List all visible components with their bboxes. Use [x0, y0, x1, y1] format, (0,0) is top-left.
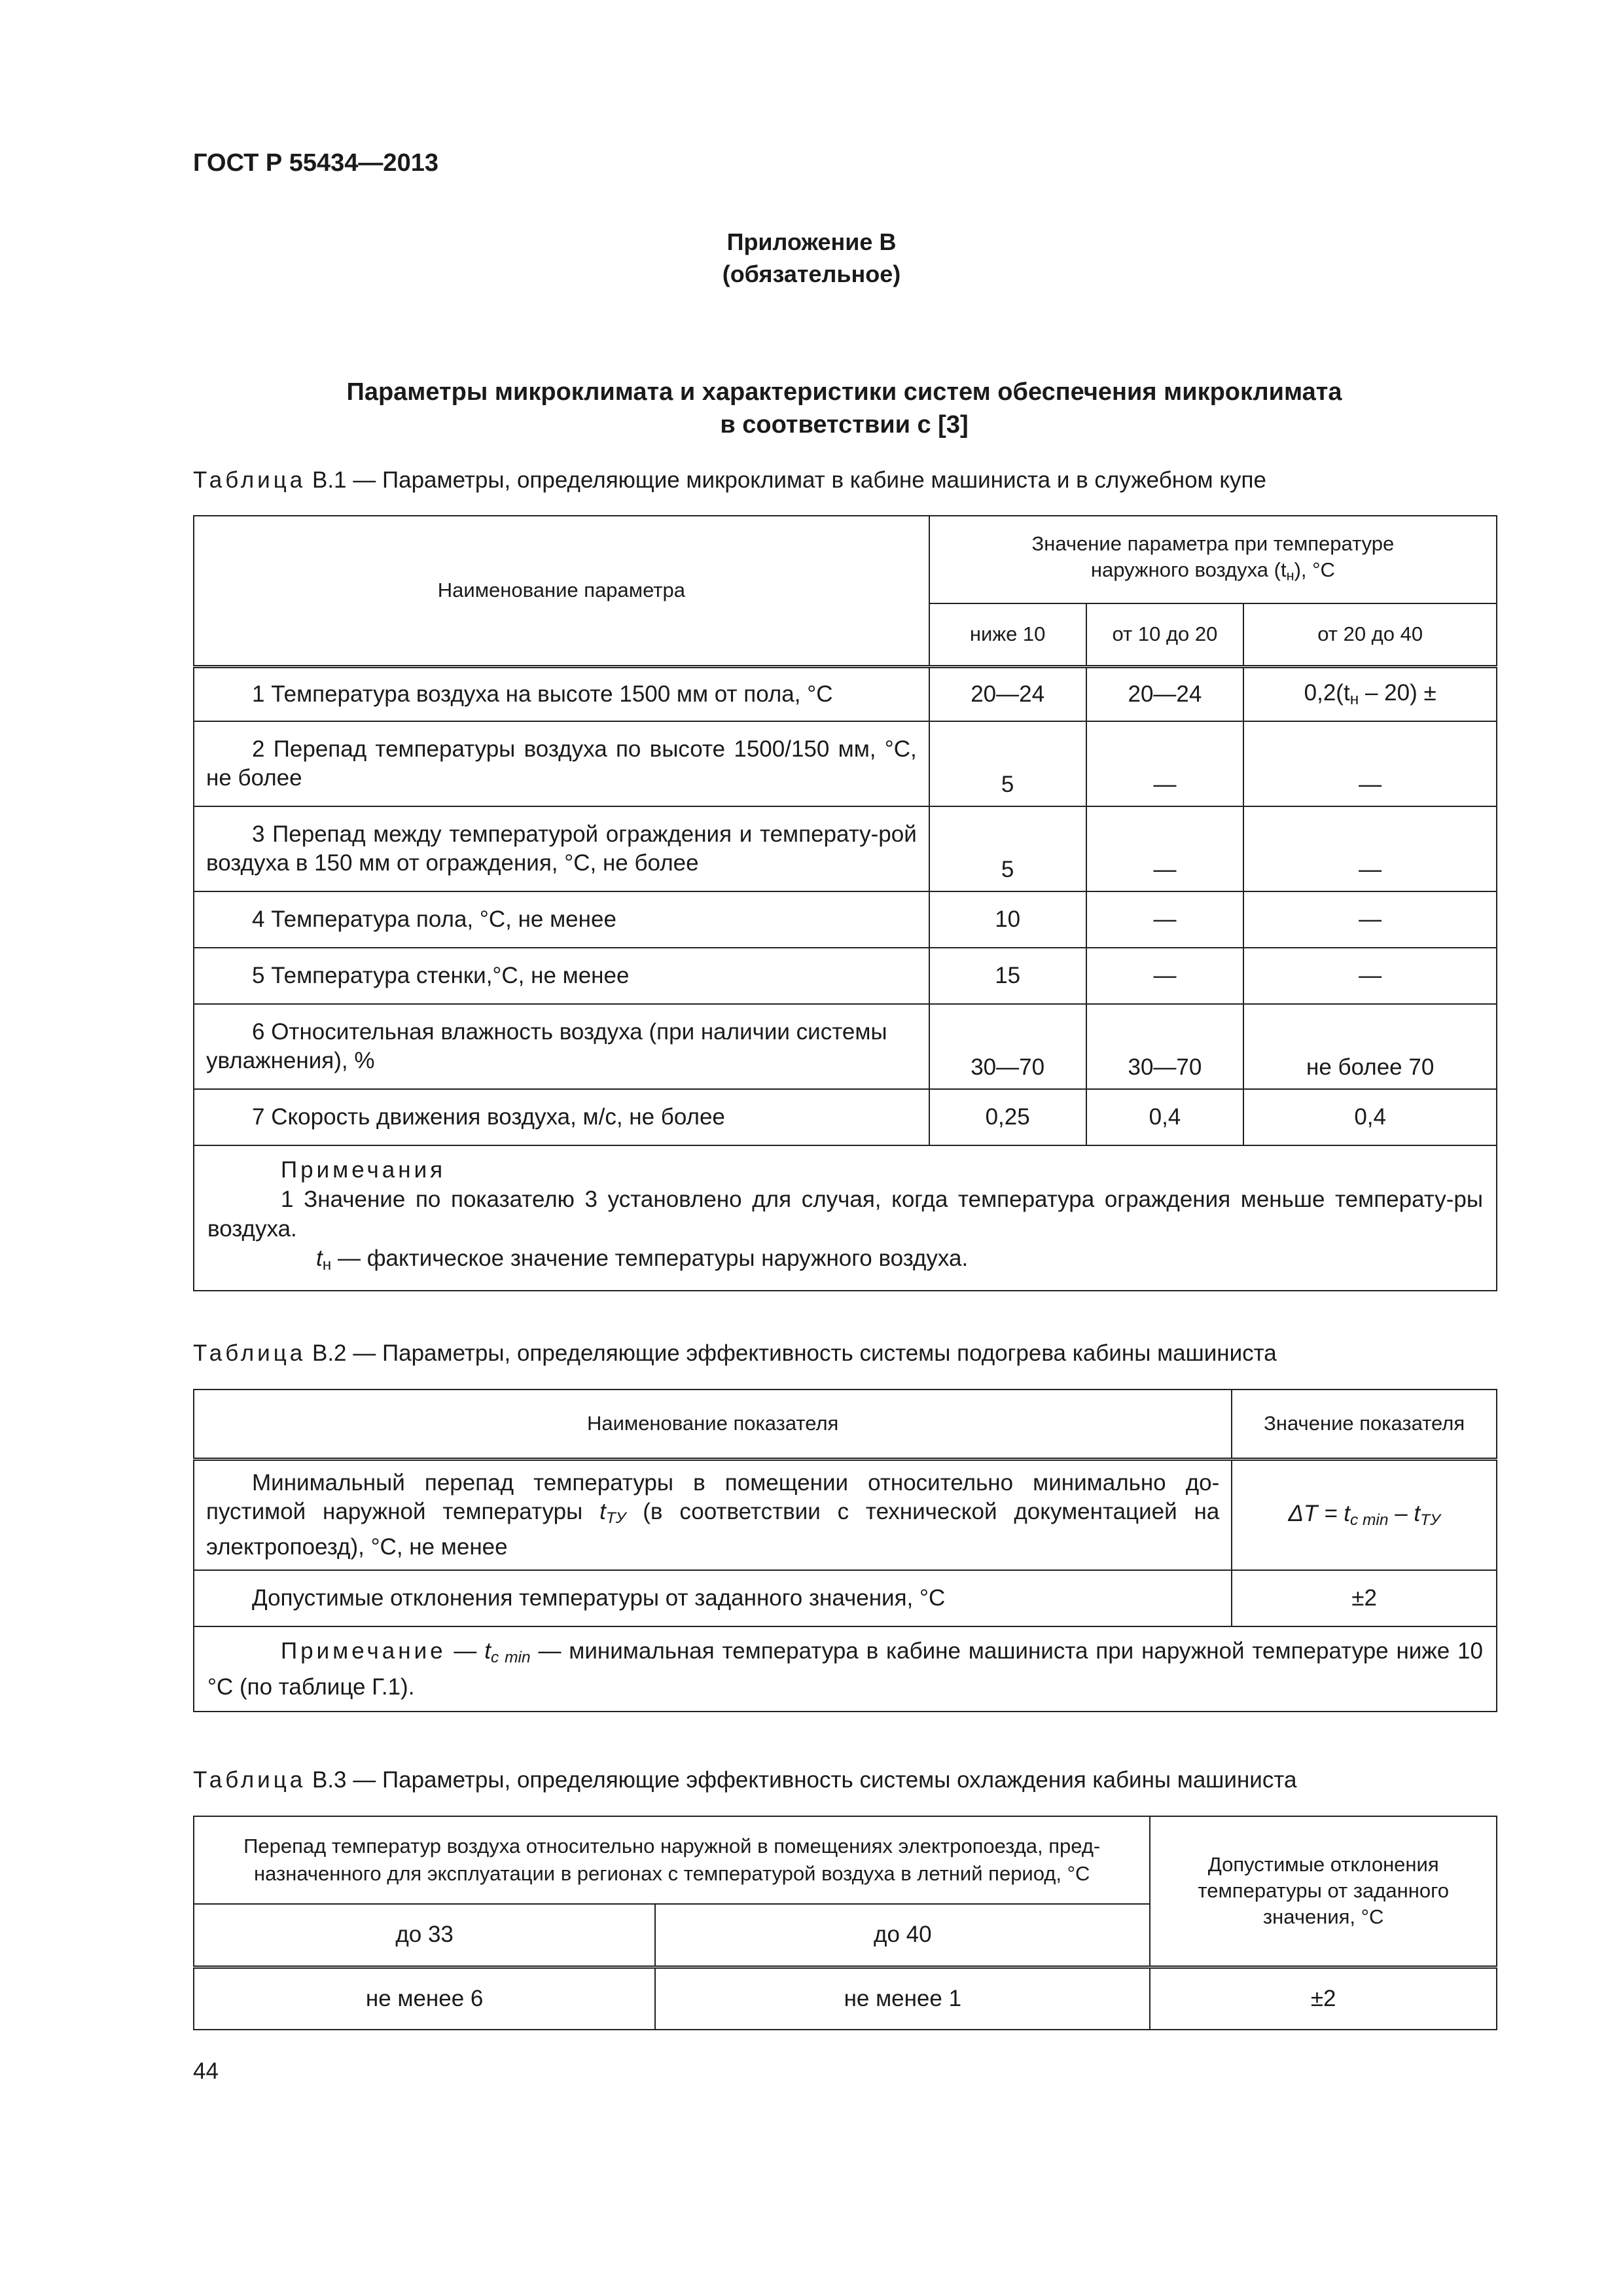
- table1-head-value-line1: Значение параметра при температуре: [1031, 531, 1395, 555]
- table2-caption-text: В.2 — Параметры, определяющие эффективность системы подогрева кабины машиниста: [312, 1340, 1277, 1366]
- table1-row2-v3: —: [1243, 721, 1497, 806]
- table-row: [194, 891, 1497, 948]
- table2-caption-label: Таблица: [193, 1340, 306, 1366]
- table1-row1-v2: 20—24: [1086, 666, 1244, 721]
- table3-row-v3: ±2: [1150, 1967, 1497, 2030]
- table-row: [194, 1570, 1497, 1626]
- table2-caption: [193, 1340, 1277, 1367]
- table1-row7-v2: 0,4: [1086, 1089, 1244, 1145]
- table3-head-right: Допустимые отклонения температуры от заданного значения, °С: [1150, 1816, 1497, 1967]
- table2-row1-value: $\Delta T = t_{c min} - t_{ТУ}$: [1232, 1459, 1497, 1570]
- appendix-status: (обязательное): [722, 260, 901, 287]
- table1-row5-v2: —: [1086, 948, 1244, 1004]
- table-row: [194, 948, 1497, 1004]
- table2-row2-name: Допустимые отклонения температуры от заданного значения, °С: [194, 1570, 1232, 1626]
- table3-caption: [193, 1767, 1296, 1793]
- table-row: [194, 806, 1497, 891]
- table1-row3-v3: —: [1243, 806, 1497, 891]
- table2-row1-name: Минимальный перепад температуры в помещении относительно минимально до-пустимой наружной температуры $t_{ТУ}$ (в соответствии с технической документацией на электропоезд), °С, не менее: [194, 1459, 1232, 1570]
- table1-col-20to40: от 20 до 40: [1243, 603, 1497, 666]
- table1-note2: $t_н$ — фактическое значение температуры наружного воздуха.: [316, 1246, 969, 1274]
- table1-head-value: [929, 516, 1497, 603]
- table1-row4-name: 4 Температура пола, °С, не менее: [194, 891, 929, 948]
- table3: [193, 1816, 1497, 2030]
- table1-row6-name: 6 Относительная влажность воздуха (при наличии системы увлажнения), %: [194, 1004, 929, 1089]
- table1-row1-name: 1 Температура воздуха на высоте 1500 мм от пола, °С: [194, 666, 929, 721]
- table1-row6-v1: 30—70: [929, 1004, 1086, 1089]
- table-row: [194, 721, 1497, 806]
- table1-caption: [193, 467, 1266, 493]
- table1-row3-v1: 5: [929, 806, 1086, 891]
- section-title-line1: Параметры микроклимата и характеристики систем обеспечения микроклимата: [346, 378, 1342, 406]
- table1-caption-text: В.1 — Параметры, определяющие микроклимат в кабине машиниста и в служебном купе: [312, 467, 1266, 493]
- table1-row1-v3: $0,2(t_н - 20)$ ±: [1243, 666, 1497, 721]
- table1-col-below10: ниже 10: [929, 603, 1086, 666]
- table1-row4-v3: —: [1243, 891, 1497, 948]
- appendix-heading: [0, 226, 1623, 290]
- table1-row3-v2: —: [1086, 806, 1244, 891]
- table1-row4-v1: 10: [929, 891, 1086, 948]
- table1-note1: 1 Значение по показателю 3 установлено для случая, когда температура ограждения меньше температу-ры воздуха.: [207, 1187, 1483, 1242]
- table1-row4-v2: —: [1086, 891, 1244, 948]
- table1-row7-v1: 0,25: [929, 1089, 1086, 1145]
- table1-row5-v1: 15: [929, 948, 1086, 1004]
- page-number: 44: [193, 2058, 219, 2084]
- table3-head-main: Перепад температур воздуха относительно наружной в помещениях электропоезда, пред-назначенного для эксплуатации в регионах с температурой воздуха в летний период, °С: [194, 1816, 1150, 1904]
- table3-row-v2: не менее 1: [655, 1967, 1150, 2030]
- table3-row-v1: не менее 6: [194, 1967, 655, 2030]
- document-code: ГОСТ Р 55434—2013: [193, 149, 438, 177]
- table1-row6-v3: не более 70: [1243, 1004, 1497, 1089]
- table3-col-upto33: до 33: [194, 1904, 655, 1967]
- table-row: [194, 1459, 1497, 1570]
- table2-row2-value: ±2: [1232, 1570, 1497, 1626]
- table3-col-upto40: до 40: [655, 1904, 1150, 1967]
- table1-row2-name: 2 Перепад температуры воздуха по высоте 1500/150 мм, °С, не более: [194, 721, 929, 806]
- table3-caption-label: Таблица: [193, 1767, 306, 1793]
- table1-notes-title: Примечания: [281, 1157, 446, 1183]
- table1-row2-v1: 5: [929, 721, 1086, 806]
- table1-row5-v3: —: [1243, 948, 1497, 1004]
- table1-row7-name: 7 Скорость движения воздуха, м/с, не более: [194, 1089, 929, 1145]
- table2-head-name: Наименование показателя: [194, 1390, 1232, 1459]
- appendix-title: Приложение В: [726, 228, 897, 255]
- table-row: [194, 666, 1497, 721]
- table3-caption-text: В.3 — Параметры, определяющие эффективность системы охлаждения кабины машиниста: [312, 1767, 1297, 1793]
- table2: [193, 1389, 1497, 1712]
- section-title-line2: в соответствии с [3]: [720, 411, 969, 439]
- table1-head-name: Наименование параметра: [194, 516, 929, 666]
- table1-row6-v2: 30—70: [1086, 1004, 1244, 1089]
- table1-row1-v1: 20—24: [929, 666, 1086, 721]
- table2-note: Примечание — $t_{c min}$ — минимальная температура в кабине машиниста при наружной температуре ниже 10 °С (по таблице Г.1).: [194, 1626, 1497, 1712]
- table2-head-value: Значение показателя: [1232, 1390, 1497, 1459]
- table1-notes: [194, 1145, 1497, 1291]
- table1: [193, 515, 1497, 1291]
- table1-col-10to20: от 10 до 20: [1086, 603, 1244, 666]
- table-row: [194, 1967, 1497, 2030]
- table1-row3-name: 3 Перепад между температурой ограждения и температу-рой воздуха в 150 мм от ограждения, °С, не более: [194, 806, 929, 891]
- table1-row2-v2: —: [1086, 721, 1244, 806]
- table1-row7-v3: 0,4: [1243, 1089, 1497, 1145]
- table-row: [194, 1089, 1497, 1145]
- table-row: [194, 1004, 1497, 1089]
- table1-row5-name: 5 Температура стенки,°С, не менее: [194, 948, 929, 1004]
- section-title: [0, 376, 1623, 441]
- table1-caption-label: Таблица: [193, 467, 306, 493]
- table1-head-value-line2: наружного воздуха $(t_н)$, °С: [1090, 558, 1335, 584]
